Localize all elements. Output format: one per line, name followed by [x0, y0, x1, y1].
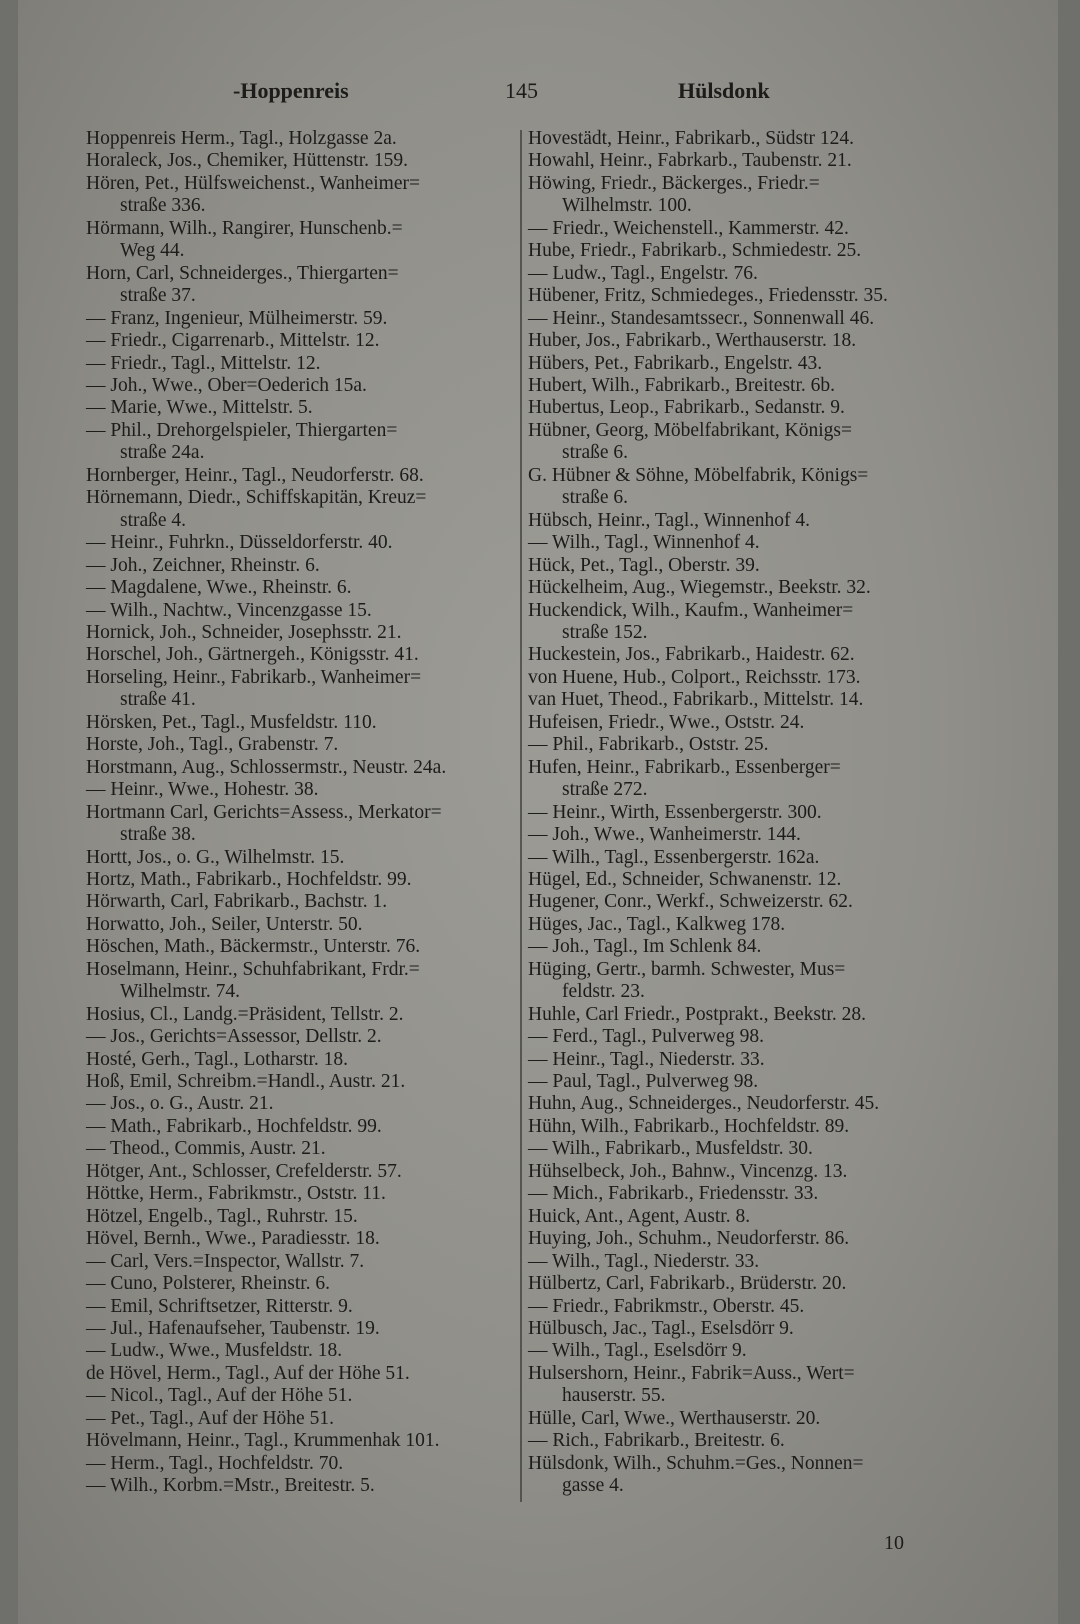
entry-line: von Huene, Hub., Colport., Reichsstr. 173.	[528, 666, 861, 688]
entry-line: van Huet, Theod., Fabrikarb., Mittelstr. 14.	[528, 689, 864, 711]
entry-line: Höttke, Herm., Fabrikmstr., Oststr. 11.	[86, 1183, 386, 1205]
directory-entry	[528, 891, 958, 913]
entry-line: — Wilh., Tagl., Eselsdörr 9.	[528, 1340, 747, 1362]
entry-line: — Wilh., Tagl., Winnenhof 4.	[528, 532, 760, 554]
entry-line: — Rich., Fabrikarb., Breitestr. 6.	[528, 1430, 785, 1452]
directory-entry	[528, 936, 958, 958]
directory-entry	[86, 936, 506, 958]
entry-line: — Phil., Fabrikarb., Oststr. 25.	[528, 734, 769, 756]
directory-entry	[528, 532, 958, 554]
entry-line: Hornberger, Heinr., Tagl., Neudorferstr. 68.	[86, 464, 424, 486]
directory-page	[18, 0, 1058, 1624]
directory-entry	[528, 465, 958, 510]
entry-line: — Jul., Hafenaufseher, Taubenstr. 19.	[86, 1318, 380, 1340]
directory-entry	[528, 644, 958, 666]
entry-line: — Jos., o. G., Austr. 21.	[86, 1093, 274, 1115]
directory-entry	[86, 308, 506, 330]
directory-entry	[86, 1318, 506, 1340]
entry-line: — Mich., Fabrikarb., Friedensstr. 33.	[528, 1183, 819, 1205]
entry-line: Horaleck, Jos., Chemiker, Hüttenstr. 159.	[86, 150, 408, 172]
entry-line: Huckestein, Jos., Fabrikarb., Haidestr. 62.	[528, 644, 855, 666]
entry-line: — Joh., Tagl., Im Schlenk 84.	[528, 936, 762, 958]
entry-line: — Joh., Zeichner, Rheinstr. 6.	[86, 554, 320, 576]
directory-entry	[528, 173, 958, 218]
entry-line: G. Hübner & Söhne, Möbelfabrik, Königs=	[528, 464, 869, 486]
entry-line: Hülle, Carl, Wwe., Werthauserstr. 20.	[528, 1407, 821, 1429]
directory-entry	[528, 959, 958, 1004]
entry-continuation: straße 336.	[120, 195, 206, 217]
entry-line: — Emil, Schriftsetzer, Ritterstr. 9.	[86, 1295, 353, 1317]
entry-line: Hübsch, Heinr., Tagl., Winnenhof 4.	[528, 509, 811, 531]
entry-line: Horstmann, Aug., Schlossermstr., Neustr. 24a.	[86, 756, 447, 778]
entry-line: Hörmann, Wilh., Rangirer, Hunschenb.=	[86, 217, 403, 239]
directory-entry	[528, 263, 958, 285]
directory-entry	[528, 330, 958, 352]
entry-line: — Nicol., Tagl., Auf der Höhe 51.	[86, 1385, 353, 1407]
entry-line: — Wilh., Korbm.=Mstr., Breitestr. 5.	[86, 1475, 375, 1497]
entry-line: Huying, Joh., Schuhm., Neudorferstr. 86.	[528, 1228, 850, 1250]
entry-line: — Franz, Ingenieur, Mülheimerstr. 59.	[86, 307, 388, 329]
entry-line: Hube, Friedr., Fabrikarb., Schmiedestr. 25.	[528, 240, 862, 262]
directory-entry	[528, 869, 958, 891]
entry-line: Hubert, Wilh., Fabrikarb., Breitestr. 6b.	[528, 374, 836, 396]
entry-line: Hubertus, Leop., Fabrikarb., Sedanstr. 9.	[528, 397, 845, 419]
directory-entry	[86, 487, 506, 532]
directory-entry	[86, 1161, 506, 1183]
directory-entry	[86, 555, 506, 577]
entry-line: Hülsdonk, Wilh., Schuhm.=Ges., Nonnen=	[528, 1452, 864, 1474]
directory-entry	[528, 420, 958, 465]
directory-entry	[86, 1183, 506, 1205]
entry-line: Horste, Joh., Tagl., Grabenstr. 7.	[86, 734, 339, 756]
directory-entry	[86, 420, 506, 465]
directory-entry	[528, 1453, 958, 1498]
entry-line: — Friedr., Weichenstell., Kammerstr. 42.	[528, 217, 849, 239]
entry-line: de Hövel, Herm., Tagl., Auf der Höhe 51.	[86, 1362, 410, 1384]
entry-line: Hoß, Emil, Schreibm.=Handl., Austr. 21.	[86, 1071, 406, 1093]
entry-continuation: straße 4.	[120, 509, 187, 531]
directory-entry	[528, 1408, 958, 1430]
directory-entry	[528, 1049, 958, 1071]
entry-line: Hüging, Gertr., barmh. Schwester, Mus=	[528, 958, 846, 980]
directory-entry	[528, 824, 958, 846]
directory-entry	[86, 622, 506, 644]
entry-line: Huick, Ant., Agent, Austr. 8.	[528, 1205, 751, 1227]
entry-line: — Wilh., Fabrikarb., Musfeldstr. 30.	[528, 1138, 813, 1160]
directory-entry	[528, 1071, 958, 1093]
directory-entry	[86, 1296, 506, 1318]
entry-line: Hoselmann, Heinr., Schuhfabrikant, Frdr.=	[86, 958, 420, 980]
directory-entry	[86, 1071, 506, 1093]
entry-line: Horschel, Joh., Gärtnergeh., Königsstr. 41.	[86, 644, 419, 666]
directory-entry	[86, 1206, 506, 1228]
running-head-left: -Hoppenreis	[233, 78, 349, 103]
directory-entry	[86, 353, 506, 375]
entry-line: Huckendick, Wilh., Kaufm., Wanheimer=	[528, 599, 854, 621]
entry-line: — Heinr., Tagl., Niederstr. 33.	[528, 1048, 765, 1070]
entry-line: Hornick, Joh., Schneider, Josephsstr. 21.	[86, 621, 402, 643]
directory-entry	[86, 1385, 506, 1407]
entry-line: Höwing, Friedr., Bäckerges., Friedr.=	[528, 172, 820, 194]
directory-entry	[86, 712, 506, 734]
entry-continuation: straße 6.	[562, 487, 629, 509]
directory-entry	[86, 847, 506, 869]
entry-line: — Jos., Gerichts=Assessor, Dellstr. 2.	[86, 1026, 382, 1048]
entry-line: Hortz, Math., Fabrikarb., Hochfeldstr. 99.	[86, 868, 412, 890]
directory-entry	[528, 689, 958, 711]
entry-line: — Cuno, Polsterer, Rheinstr. 6.	[86, 1273, 331, 1295]
directory-entry	[86, 128, 506, 150]
entry-continuation: gasse 4.	[562, 1475, 624, 1497]
directory-entry	[86, 1363, 506, 1385]
entry-line: Hübener, Fritz, Schmiedeges., Friedensstr. 35.	[528, 285, 888, 307]
entry-line: — Theod., Commis, Austr. 21.	[86, 1138, 326, 1160]
directory-entry	[528, 510, 958, 532]
directory-entry	[86, 1228, 506, 1250]
entry-line: — Wilh., Tagl., Essenbergerstr. 162a.	[528, 846, 820, 868]
entry-line: Hugener, Conr., Werkf., Schweizerstr. 62.	[528, 891, 853, 913]
entry-line: Hortt, Jos., o. G., Wilhelmstr. 15.	[86, 846, 345, 868]
entry-continuation: feldstr. 23.	[562, 981, 645, 1003]
directory-entry	[528, 375, 958, 397]
entry-line: Hosius, Cl., Landg.=Präsident, Tellstr. 2.	[86, 1003, 404, 1025]
directory-entry	[528, 240, 958, 262]
entry-continuation: straße 272.	[562, 779, 648, 801]
directory-entry	[528, 353, 958, 375]
entry-line: — Wilh., Nachtw., Vincenzgasse 15.	[86, 599, 372, 621]
directory-entry	[528, 802, 958, 824]
entry-continuation: straße 24a.	[120, 442, 205, 464]
directory-entry	[528, 1004, 958, 1026]
entry-continuation: straße 6.	[562, 442, 629, 464]
entry-line: — Heinr., Wwe., Hohestr. 38.	[86, 779, 319, 801]
running-head-right: Hülsdonk	[678, 78, 770, 103]
directory-entry	[528, 1116, 958, 1138]
directory-entry	[528, 1206, 958, 1228]
entry-line: Hosté, Gerh., Tagl., Lotharstr. 18.	[86, 1048, 349, 1070]
entry-line: Hufeisen, Friedr., Wwe., Oststr. 24.	[528, 711, 805, 733]
entry-line: Hortmann Carl, Gerichts=Assess., Merkator=	[86, 801, 442, 823]
directory-entry	[86, 644, 506, 666]
directory-entry	[528, 1340, 958, 1362]
entry-line: Horn, Carl, Schneiderges., Thiergarten=	[86, 262, 399, 284]
directory-entry	[528, 397, 958, 419]
directory-entry	[528, 1161, 958, 1183]
left-column	[86, 128, 506, 1498]
entry-continuation: straße 37.	[120, 285, 196, 307]
right-column	[528, 128, 958, 1498]
directory-entry	[86, 1430, 506, 1452]
entry-line: Höschen, Math., Bäckermstr., Unterstr. 76.	[86, 936, 421, 958]
entry-line: — Magdalene, Wwe., Rheinstr. 6.	[86, 577, 352, 599]
entry-line: — Phil., Drehorgelspieler, Thiergarten=	[86, 419, 398, 441]
directory-entry	[528, 734, 958, 756]
directory-entry	[528, 1138, 958, 1160]
entry-line: Hörwarth, Carl, Fabrikarb., Bachstr. 1.	[86, 891, 388, 913]
directory-entry	[528, 712, 958, 734]
directory-entry	[528, 914, 958, 936]
entry-line: — Paul, Tagl., Pulverweg 98.	[528, 1071, 759, 1093]
directory-entry	[86, 218, 506, 263]
entry-line: Hühn, Wilh., Fabrikarb., Hochfeldstr. 89.	[528, 1115, 850, 1137]
directory-entry	[528, 150, 958, 172]
entry-line: Hüges, Jac., Tagl., Kalkweg 178.	[528, 913, 786, 935]
entry-continuation: Wilhelmstr. 74.	[120, 981, 240, 1003]
directory-entry	[86, 1138, 506, 1160]
entry-line: Hötger, Ant., Schlosser, Crefelderstr. 57.	[86, 1160, 402, 1182]
entry-line: — Friedr., Cigarrenarb., Mittelstr. 12.	[86, 330, 380, 352]
directory-entry	[86, 1340, 506, 1362]
entry-line: Hückelheim, Aug., Wiegemstr., Beekstr. 32.	[528, 577, 871, 599]
entry-line: — Friedr., Fabrikmstr., Oberstr. 45.	[528, 1295, 805, 1317]
directory-entry	[86, 1093, 506, 1115]
entry-line: Horwatto, Joh., Seiler, Unterstr. 50.	[86, 913, 363, 935]
directory-entry	[528, 847, 958, 869]
directory-entry	[528, 1093, 958, 1115]
entry-line: Hörsken, Pet., Tagl., Musfeldstr. 110.	[86, 711, 377, 733]
directory-entry	[86, 532, 506, 554]
directory-entry	[86, 150, 506, 172]
entry-line: — Joh., Wwe., Wanheimerstr. 144.	[528, 824, 801, 846]
directory-entry	[86, 330, 506, 352]
entry-line: Hulsershorn, Heinr., Fabrik=Auss., Wert=	[528, 1362, 855, 1384]
entry-line: Horseling, Heinr., Fabrikarb., Wanheimer=	[86, 666, 422, 688]
directory-entry	[528, 285, 958, 307]
directory-entry	[86, 1026, 506, 1048]
column-divider	[520, 130, 522, 1502]
entry-continuation: straße 41.	[120, 689, 196, 711]
entry-line: Hufen, Heinr., Fabrikarb., Essenberger=	[528, 756, 841, 778]
directory-entry	[86, 397, 506, 419]
directory-entry	[86, 1453, 506, 1475]
entry-line: — Marie, Wwe., Mittelstr. 5.	[86, 397, 313, 419]
entry-line: — Friedr., Tagl., Mittelstr. 12.	[86, 352, 321, 374]
directory-entry	[86, 1273, 506, 1295]
entry-continuation: straße 38.	[120, 824, 196, 846]
entry-line: — Ferd., Tagl., Pulverweg 98.	[528, 1026, 765, 1048]
directory-entry	[528, 1318, 958, 1340]
directory-entry	[86, 779, 506, 801]
directory-entry	[86, 802, 506, 847]
entry-line: Hülbertz, Carl, Fabrikarb., Brüderstr. 20.	[528, 1273, 847, 1295]
entry-line: — Heinr., Wirth, Essenbergerstr. 300.	[528, 801, 822, 823]
directory-entry	[86, 1049, 506, 1071]
directory-entry	[528, 667, 958, 689]
directory-entry	[528, 218, 958, 240]
directory-entry	[528, 1026, 958, 1048]
signature-mark: 10	[884, 1532, 904, 1554]
entry-line: — Heinr., Fuhrkn., Düsseldorferstr. 40.	[86, 532, 393, 554]
entry-line: Huhle, Carl Friedr., Postprakt., Beekstr. 28.	[528, 1003, 866, 1025]
entry-line: Hügel, Ed., Schneider, Schwanenstr. 12.	[528, 868, 842, 890]
entry-continuation: hauserstr. 55.	[562, 1385, 666, 1407]
directory-entry	[86, 757, 506, 779]
entry-line: Hück, Pet., Tagl., Oberstr. 39.	[528, 554, 760, 576]
entry-continuation: Wilhelmstr. 100.	[562, 195, 692, 217]
entry-continuation: Weg 44.	[120, 240, 185, 262]
directory-entry	[86, 600, 506, 622]
entry-line: — Math., Fabrikarb., Hochfeldstr. 99.	[86, 1115, 382, 1137]
entry-line: Howahl, Heinr., Fabrkarb., Taubenstr. 21.	[528, 150, 852, 172]
entry-line: — Ludw., Tagl., Engelstr. 76.	[528, 262, 758, 284]
entry-line: Hübers, Pet., Fabrikarb., Engelstr. 43.	[528, 352, 823, 374]
entry-line: — Joh., Wwe., Ober=Oederich 15a.	[86, 374, 367, 396]
entry-line: — Pet., Tagl., Auf der Höhe 51.	[86, 1407, 334, 1429]
entry-line: Hövel, Bernh., Wwe., Paradiesstr. 18.	[86, 1228, 380, 1250]
entry-line: — Carl, Vers.=Inspector, Wallstr. 7.	[86, 1250, 365, 1272]
directory-entry	[86, 667, 506, 712]
directory-entry	[528, 555, 958, 577]
directory-entry	[86, 1408, 506, 1430]
directory-entry	[528, 1273, 958, 1295]
directory-entry	[528, 1183, 958, 1205]
entry-line: Hovestädt, Heinr., Fabrikarb., Südstr 124.	[528, 128, 855, 149]
entry-continuation: straße 152.	[562, 621, 648, 643]
directory-entry	[86, 1251, 506, 1273]
entry-line: Hötzel, Engelb., Tagl., Ruhrstr. 15.	[86, 1205, 358, 1227]
directory-entry	[528, 308, 958, 330]
directory-entry	[86, 1475, 506, 1497]
entry-line: Hoppenreis Herm., Tagl., Holzgasse 2a.	[86, 128, 397, 149]
directory-entry	[86, 263, 506, 308]
entry-line: — Herm., Tagl., Hochfeldstr. 70.	[86, 1452, 344, 1474]
entry-line: Hühselbeck, Joh., Bahnw., Vincenzg. 13.	[528, 1160, 848, 1182]
directory-entry	[528, 1363, 958, 1408]
directory-entry	[528, 128, 958, 150]
directory-entry	[86, 869, 506, 891]
directory-entry	[528, 1251, 958, 1273]
entry-line: Huber, Jos., Fabrikarb., Werthauserstr. 18.	[528, 330, 857, 352]
entry-line: Hörnemann, Diedr., Schiffskapitän, Kreuz=	[86, 487, 427, 509]
directory-entry	[86, 173, 506, 218]
directory-entry	[528, 600, 958, 645]
entry-line: — Heinr., Standesamtssecr., Sonnenwall 46.	[528, 307, 875, 329]
directory-entry	[86, 375, 506, 397]
entry-line: — Wilh., Tagl., Niederstr. 33.	[528, 1250, 760, 1272]
directory-entry	[86, 891, 506, 913]
directory-entry	[528, 1296, 958, 1318]
entry-line: — Ludw., Wwe., Musfeldstr. 18.	[86, 1340, 343, 1362]
entry-line: Huhn, Aug., Schneiderges., Neudorferstr. 45.	[528, 1093, 880, 1115]
directory-entry	[528, 1430, 958, 1452]
directory-entry	[528, 757, 958, 802]
entry-line: Hören, Pet., Hülfsweichenst., Wanheimer=	[86, 172, 420, 194]
directory-entry	[528, 577, 958, 599]
entry-line: Hövelmann, Heinr., Tagl., Krummenhak 101.	[86, 1430, 440, 1452]
page-number: 145	[505, 78, 538, 103]
directory-entry	[86, 1004, 506, 1026]
directory-entry	[86, 577, 506, 599]
directory-entry	[528, 1228, 958, 1250]
directory-entry	[86, 1116, 506, 1138]
entry-line: Hübner, Georg, Möbelfabrikant, Königs=	[528, 419, 852, 441]
entry-line: Hülbusch, Jac., Tagl., Eselsdörr 9.	[528, 1318, 794, 1340]
directory-entry	[86, 734, 506, 756]
directory-entry	[86, 959, 506, 1004]
directory-entry	[86, 914, 506, 936]
directory-entry	[86, 465, 506, 487]
